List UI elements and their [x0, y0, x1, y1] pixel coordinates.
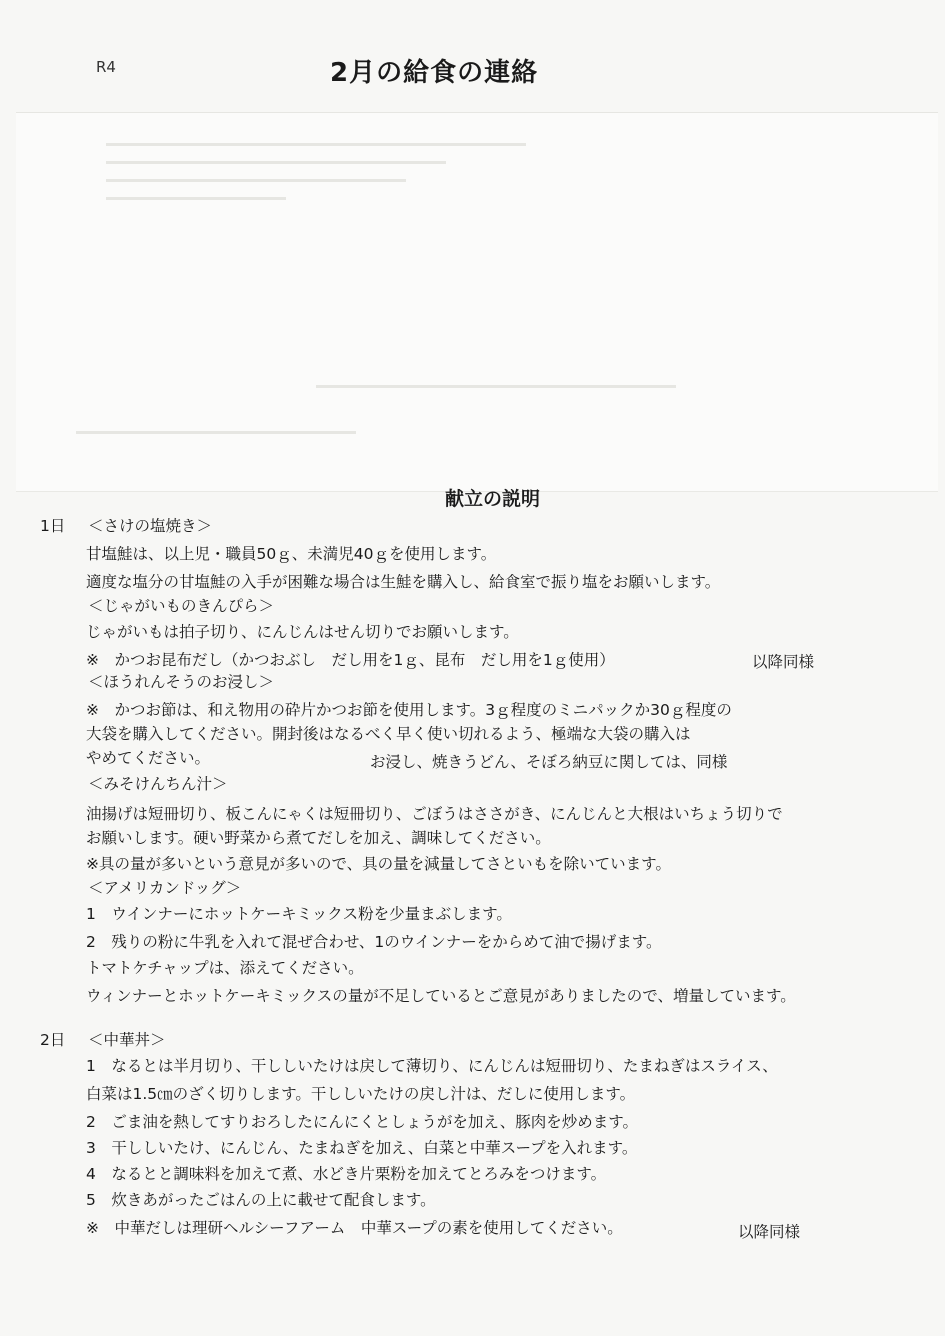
document-code: R4	[96, 58, 116, 76]
dish-title: ＜ほうれんそうのお浸し＞	[88, 673, 275, 691]
dish-title: ＜さけの塩焼き＞	[88, 517, 213, 535]
dish-title: ＜じゃがいものきんぴら＞	[88, 597, 275, 615]
redacted-menu-table-area	[16, 112, 938, 492]
dish-text-line: やめてください。	[86, 749, 211, 767]
dish-text-line: ※ 中華だしは理研ヘルシーフアーム 中華スープの素を使用してください。	[86, 1219, 623, 1237]
dish-title: ＜みそけんちん汁＞	[88, 775, 228, 793]
dish-text-line: 大袋を購入してください。開封後はなるべく早く使い切れるよう、極端な大袋の購入は	[86, 725, 691, 743]
day-label-2: 2日	[40, 1031, 66, 1049]
dish-text-line: 3 干ししいたけ、にんじん、たまねぎを加え、白菜と中華スープを入れます。	[86, 1139, 638, 1157]
document-title: 2月の給食の連絡	[330, 58, 539, 88]
dish-text-line: じゃがいもは拍子切り、にんじんはせん切りでお願いします。	[86, 623, 519, 641]
dish-text-line: ※ かつお昆布だし（かつおぶし だし用を1ｇ、昆布 だし用を1ｇ使用）	[86, 651, 615, 669]
dish-text-line: ウィンナーとホットケーキミックスの量が不足しているとご意見がありましたので、増量しています。	[86, 987, 796, 1005]
dish-text-line: ※ かつお節は、和え物用の砕片かつお節を使用します。3ｇ程度のミニパックか30ｇ程度の	[86, 701, 732, 719]
note-same-hereafter: 以降同様	[738, 1223, 801, 1241]
dish-text-line: 5 炊きあがったごはんの上に載せて配食します。	[86, 1191, 436, 1209]
dish-text-line: 2 ごま油を熱してすりおろしたにんにくとしょうがを加え、豚肉を炒めます。	[86, 1113, 639, 1131]
dish-text-line: 1 ウインナーにホットケーキミックス粉を少量まぶします。	[86, 905, 512, 923]
note-same-hereafter: 以降同様	[752, 653, 815, 671]
dish-text-line: 適度な塩分の甘塩鮭の入手が困難な場合は生鮭を購入し、給食室で振り塩をお願いします。	[86, 573, 721, 591]
dish-text-line: 1 なるとは半月切り、干ししいたけは戻して薄切り、にんじんは短冊切り、たまねぎはスライス、	[86, 1057, 778, 1075]
dish-text-line: 2 残りの粉に牛乳を入れて混ぜ合わせ、1のウインナーをからめて油で揚げます。	[86, 933, 662, 951]
dish-text-line: お願いします。硬い野菜から煮てだしを加え、調味してください。	[86, 829, 551, 847]
dish-note: お浸し、焼きうどん、そぼろ納豆に関しては、同様	[370, 753, 728, 771]
dish-text-line: トマトケチャップは、添えてください。	[86, 959, 364, 977]
dish-title: ＜アメリカンドッグ＞	[88, 879, 242, 897]
dish-text-line: 油揚げは短冊切り、板こんにゃくは短冊切り、ごぼうはささがき、にんじんと大根はいちょう切りで	[86, 805, 783, 823]
dish-title: ＜中華丼＞	[88, 1031, 166, 1049]
dish-text-line: 白菜は1.5㎝のざく切りします。干ししいたけの戻し汁は、だしに使用します。	[86, 1085, 636, 1103]
day-label-1: 1日	[40, 517, 66, 535]
dish-text-line: 4 なるとと調味料を加えて煮、水どき片栗粉を加えてとろみをつけます。	[86, 1165, 607, 1183]
dish-text-line: 甘塩鮭は、以上児・職員50ｇ、未満児40ｇを使用します。	[86, 545, 497, 563]
section-heading: 献立の説明	[444, 488, 540, 510]
dish-text-line: ※具の量が多いという意見が多いので、具の量を減量してさといもを除いています。	[86, 855, 671, 873]
